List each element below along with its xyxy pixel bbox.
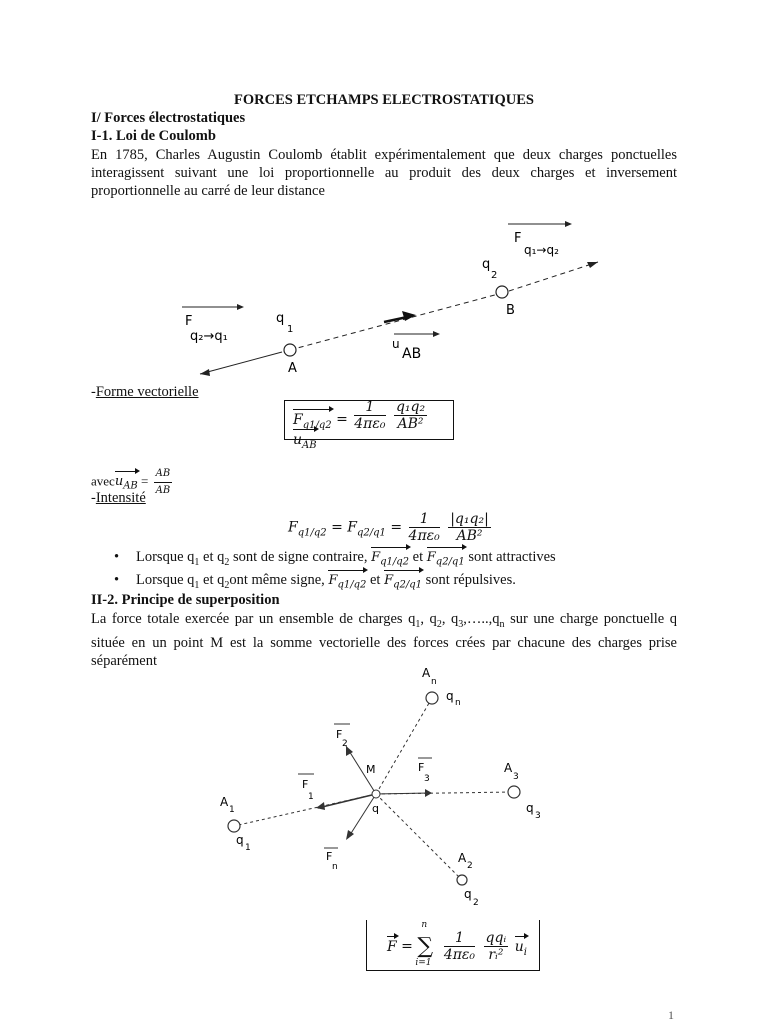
p2-a: La force totale exercée par un ensemble de charges q xyxy=(91,611,416,627)
eq3-num1: 1 xyxy=(444,930,475,947)
label-an-sub: n xyxy=(431,677,437,687)
avec-den: AB xyxy=(155,485,171,496)
label-q2-fig2-sub: 2 xyxy=(473,898,479,908)
p2-c: , q xyxy=(441,611,459,627)
label-q3: q xyxy=(526,801,534,815)
b1-t1: Lorsque q xyxy=(136,572,195,588)
eq3-frac1 xyxy=(444,930,475,963)
b0-et: et xyxy=(409,549,427,565)
label-f3: F xyxy=(418,761,425,774)
point-m-circle xyxy=(372,790,380,798)
eq2-den1: 4πε₀ xyxy=(408,528,440,544)
b1-s1: 1 xyxy=(194,579,200,591)
arrow-head-right xyxy=(587,262,598,268)
label-q1-fig2-sub: 1 xyxy=(245,843,251,853)
eq2-den2: AB² xyxy=(456,528,483,544)
eq2-equals-b: = xyxy=(390,519,403,536)
b1-fa-f: F xyxy=(328,573,338,588)
b1-t4: sont répulsives. xyxy=(422,572,516,588)
section-heading-superposition: II-2. Principe de superposition xyxy=(91,592,280,608)
avec-frac xyxy=(154,466,173,499)
page-number: 1 xyxy=(668,1008,674,1022)
eq3-sigma-wrap xyxy=(415,920,437,968)
eq3-num2: qqᵢ xyxy=(485,930,507,946)
label-point-a: A xyxy=(288,361,297,376)
label-fn: F xyxy=(326,850,333,863)
eq2-num1: 1 xyxy=(409,511,440,528)
label-q2-fig2: q xyxy=(464,887,472,901)
paragraph-coulomb: En 1785, Charles Augustin Coulomb établit expérimentalement que deux charges ponctuelles interagissent suivant une loi proportionnelle au produit des deux charges et inversement proportionnelle au carré de leur distance xyxy=(91,147,677,199)
label-q3-sub: 3 xyxy=(535,811,541,821)
label-f-left: F xyxy=(185,314,193,329)
vec-bar-f-q1q2-head xyxy=(565,221,572,227)
eq3-den1: 4πε₀ xyxy=(443,947,476,963)
intensite-line xyxy=(91,490,146,507)
eq3-vec-u: u xyxy=(514,938,524,955)
charge-a3-circle xyxy=(508,786,520,798)
label-a2: A xyxy=(458,851,467,865)
eq3-vector xyxy=(515,939,527,958)
dash-m-a2 xyxy=(376,794,462,880)
b1-et: et xyxy=(366,572,385,588)
b0-t3: sont de signe contraire, xyxy=(229,549,368,565)
eq1-den1: 4πε₀ xyxy=(354,416,386,432)
b0-fb xyxy=(427,550,465,568)
label-q1-sub: 1 xyxy=(287,324,294,335)
eq3-frac2 xyxy=(484,930,509,963)
charge-b-circle xyxy=(496,286,508,298)
eq3-sigma-top: n xyxy=(421,920,428,930)
eq3-den2: rᵢ² xyxy=(488,947,504,963)
force-fn-head xyxy=(346,830,354,840)
superposition-diagram xyxy=(200,662,560,912)
avec-label: avec xyxy=(91,473,115,489)
p2-sn: n xyxy=(499,618,505,630)
label-f1-sub: 1 xyxy=(308,792,314,802)
page-title: FORCES ETCHAMPS ELECTROSTATIQUES xyxy=(234,92,534,108)
bullet-dot: • xyxy=(114,549,120,565)
b1-fa xyxy=(328,573,366,591)
avec-num: AB xyxy=(154,466,173,483)
section-heading-forces: I/ Forces électrostatiques xyxy=(91,110,246,126)
intensity-equation xyxy=(288,511,493,544)
charge-a-circle xyxy=(284,344,296,356)
label-q2-to-q1: q₂→q₁ xyxy=(190,329,228,344)
label-a3: A xyxy=(504,761,513,775)
force-f1 xyxy=(318,794,376,808)
vec-bar-head xyxy=(237,304,244,310)
eq1-vector xyxy=(293,432,317,451)
b0-fb-f: F xyxy=(426,550,436,565)
p2-s3: 3 xyxy=(458,618,464,630)
avec-u-sub: AB xyxy=(123,481,138,493)
paragraph-superposition xyxy=(91,610,677,670)
eq3-sigma: ∑ xyxy=(417,934,434,959)
eq3-content xyxy=(387,920,527,968)
b0-fa xyxy=(371,550,409,568)
bullet-repulsive xyxy=(114,572,516,591)
superposition-equation xyxy=(366,920,540,971)
label-q: q xyxy=(372,802,379,815)
label-q1-fig2: q xyxy=(236,833,244,847)
label-f3-sub: 3 xyxy=(424,774,430,784)
label-u: u xyxy=(392,337,400,351)
intensite-prefix: - xyxy=(91,490,96,506)
charge-a1-circle xyxy=(228,820,240,832)
b1-t2: et q xyxy=(199,572,225,588)
label-q1-to-q2: q₁→q₂ xyxy=(524,243,559,257)
eq2-f2-sub: q2/q1 xyxy=(356,527,386,539)
label-qn-sub: n xyxy=(455,698,461,708)
b1-t3: ont même signe, xyxy=(229,572,325,588)
b0-s1: 1 xyxy=(194,556,200,568)
b0-fb-sub: q2/q1 xyxy=(435,556,465,568)
label-an: A xyxy=(422,666,431,680)
b1-s2: 2 xyxy=(224,579,230,591)
forme-vectorielle-line xyxy=(91,384,199,401)
eq2-f1-sub: q1/q2 xyxy=(297,527,327,539)
eq1-frac2 xyxy=(394,399,427,432)
b0-s2: 2 xyxy=(224,556,230,568)
eq1-lhs xyxy=(293,412,332,431)
label-f2: F xyxy=(336,728,343,741)
b1-fa-sub: q1/q2 xyxy=(337,579,367,591)
label-point-b: B xyxy=(506,303,515,318)
p2-e: sur une charge ponctuelle q située en un point M est la somme vectorielle des forces crées par chacune des charges prise séparément xyxy=(91,611,678,669)
b0-t1: Lorsque q xyxy=(136,549,195,565)
charge-an-circle xyxy=(426,692,438,704)
eq3-sigma-bottom: i=1 xyxy=(415,958,432,968)
eq3-lhs: F xyxy=(387,938,397,955)
eq1-num1: 1 xyxy=(354,399,385,416)
eq1-lhs-sub: q1/q2 xyxy=(302,419,332,431)
p2-d: ,…..,q xyxy=(463,611,500,627)
eq1-frac1 xyxy=(354,399,385,432)
eq1-den2: AB² xyxy=(397,416,424,432)
p2-s2: 2 xyxy=(436,618,442,630)
eq1-num2: q₁q₂ xyxy=(395,399,426,415)
eq1-content xyxy=(293,399,453,451)
label-q2: q xyxy=(482,257,491,272)
label-qn: q xyxy=(446,689,454,703)
label-fn-sub: n xyxy=(332,862,338,872)
b1-fb-f: F xyxy=(384,573,394,588)
bullet-attractive xyxy=(114,549,556,568)
label-a2-sub: 2 xyxy=(467,861,473,871)
b0-t4: sont attractives xyxy=(464,549,556,565)
dashed-line-b-right xyxy=(509,262,598,291)
coulomb-diagram xyxy=(160,210,620,385)
eq2-f1: F xyxy=(288,519,298,536)
b1-fb-sub: q2/q1 xyxy=(393,579,423,591)
p2-b: , q xyxy=(420,611,437,627)
force-f1-head xyxy=(316,802,325,810)
force-line-left xyxy=(200,352,282,374)
label-f1: F xyxy=(302,778,309,791)
label-m: M xyxy=(366,763,376,776)
eq1-vec-sub: AB xyxy=(302,439,317,451)
label-ab: AB xyxy=(402,346,422,362)
eq1-vec-u: u xyxy=(293,432,303,448)
eq3-equals: = xyxy=(401,938,413,955)
b1-fb xyxy=(384,573,422,591)
label-a1-sub: 1 xyxy=(229,805,235,815)
label-f-right: F xyxy=(514,231,522,246)
eq2-num2: |q₁q₂| xyxy=(450,511,489,527)
p2-s1: 1 xyxy=(415,618,421,630)
intensite-label: Intensité xyxy=(95,490,146,506)
eq2-frac2 xyxy=(448,511,491,544)
label-q1: q xyxy=(276,311,285,326)
dash-prefix: - xyxy=(91,384,96,400)
label-a1: A xyxy=(220,795,229,809)
label-f2-sub: 2 xyxy=(342,739,348,749)
eq1-lhs-f: F xyxy=(293,411,303,428)
force-f3 xyxy=(376,793,430,794)
bullet-dot: • xyxy=(114,572,120,588)
force-f3-head xyxy=(425,789,432,797)
label-a3-sub: 3 xyxy=(513,772,519,782)
b0-fa-sub: q1/q2 xyxy=(380,556,410,568)
b0-fa-f: F xyxy=(371,550,381,565)
section-heading-coulomb: I-1. Loi de Coulomb xyxy=(91,128,216,144)
eq3-vec-sub: i xyxy=(523,946,527,958)
avec-equals: = xyxy=(141,473,149,489)
arrow-head-left xyxy=(200,369,210,376)
avec-u: u xyxy=(114,474,124,490)
forme-vectorielle-label: Forme vectorielle xyxy=(95,384,199,400)
eq2-f2: F xyxy=(347,519,357,536)
eq2-equals-a: = xyxy=(331,519,343,536)
vec-bar-u-head xyxy=(433,331,440,337)
b0-t2: et q xyxy=(199,549,225,565)
eq2-frac1 xyxy=(409,511,440,544)
coulomb-vector-equation xyxy=(284,399,454,451)
force-fn xyxy=(348,794,376,838)
charge-a2-circle xyxy=(457,875,467,885)
label-q2-sub: 2 xyxy=(491,270,498,281)
eq1-equals: = xyxy=(336,411,348,428)
